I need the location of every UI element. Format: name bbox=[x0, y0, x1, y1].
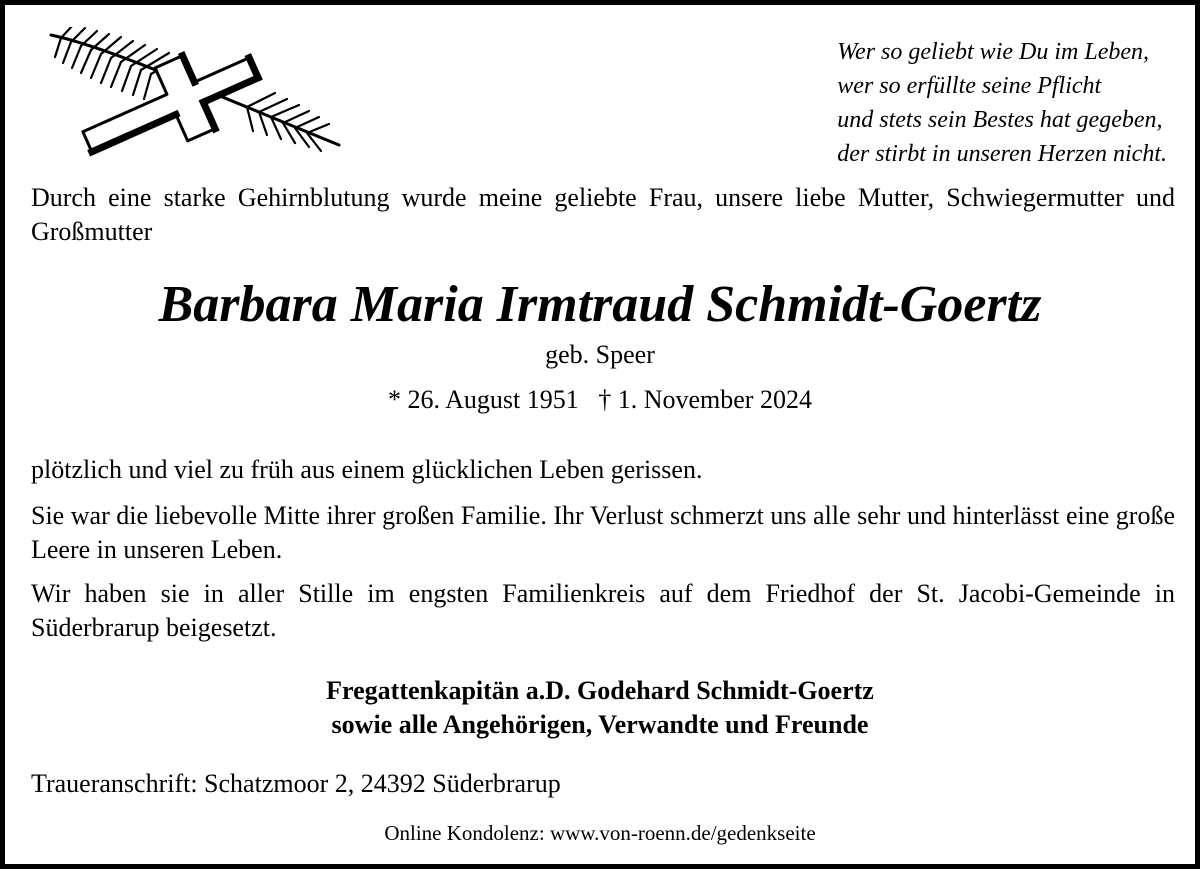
poem bbox=[837, 35, 1167, 171]
life-dates bbox=[5, 383, 1195, 417]
signer-line: sowie alle Angehörigen, Verwandte und Freunde bbox=[331, 710, 869, 739]
poem-line: wer so erfüllte seine Pflicht bbox=[837, 73, 1102, 99]
paragraph: Sie war die liebevolle Mitte ihrer großen Familie. Ihr Verlust schmerzt uns alle sehr und hinterlässt eine große Leere in unseren Leben. bbox=[31, 501, 1175, 564]
birth-name: geb. Speer bbox=[545, 340, 655, 369]
deceased-name: Barbara Maria Irmtraud Schmidt-Goertz bbox=[158, 276, 1042, 333]
intro-text: Durch eine starke Gehirnblutung wurde meine geliebte Frau, unsere liebe Mutter, Schwiegermutter und Großmutter bbox=[31, 183, 1175, 246]
signers bbox=[5, 674, 1195, 742]
birth-date: * 26. August 1951 bbox=[388, 385, 579, 414]
poem-line: Wer so geliebt wie Du im Leben, bbox=[837, 39, 1149, 65]
mourning-address: Traueranschrift: Schatzmoor 2, 24392 Süderbrarup bbox=[31, 769, 561, 798]
paragraph: Wir haben sie in aller Stille im engsten Familienkreis auf dem Friedhof der St. Jacobi-Gemeinde in Süderbrarup beigesetzt. bbox=[31, 579, 1175, 642]
online-condolence: Online Kondolenz: www.von-roenn.de/gedenkseite bbox=[384, 821, 816, 845]
poem-line: und stets sein Bestes hat gegeben, bbox=[837, 107, 1163, 133]
paragraph: plötzlich und viel zu früh aus einem glücklichen Leben gerissen. bbox=[31, 455, 703, 484]
death-date: † 1. November 2024 bbox=[598, 385, 812, 414]
poem-line: der stirbt in unseren Herzen nicht. bbox=[837, 141, 1167, 167]
signer-line: Fregattenkapitän a.D. Godehard Schmidt-Goertz bbox=[326, 676, 874, 705]
cross-with-palm-frond-icon bbox=[47, 27, 347, 157]
